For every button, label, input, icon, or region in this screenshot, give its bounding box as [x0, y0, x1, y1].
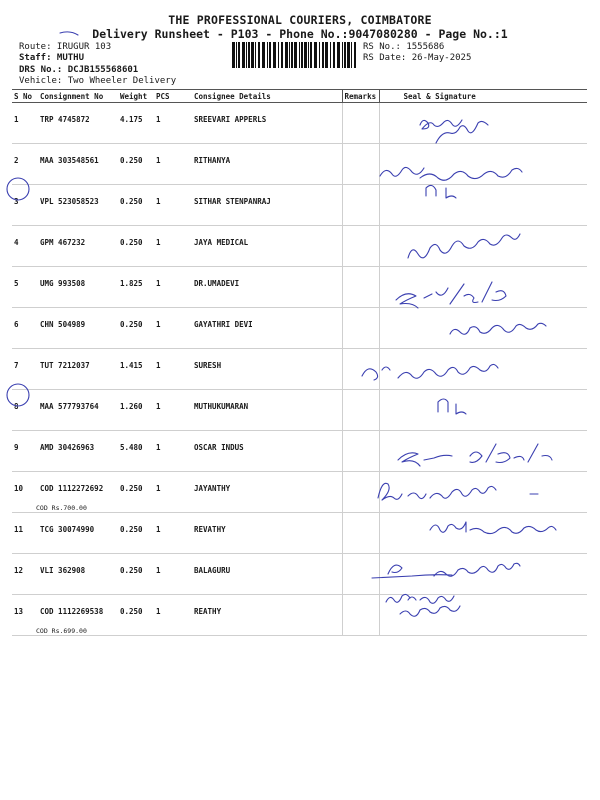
barcode-bar [319, 42, 320, 68]
cell-pcs: 1 [154, 431, 192, 472]
barcode-bar [246, 42, 247, 68]
table-row [12, 185, 587, 226]
barcode-bar [248, 42, 250, 68]
cell-signature [379, 554, 587, 595]
consignment-number: VLI 362908 [40, 566, 86, 575]
barcode-bar [333, 42, 335, 68]
consignment-number: VPL 523058523 [40, 197, 99, 206]
barcode-bar [354, 42, 356, 68]
barcode-bar [242, 42, 245, 68]
barcode-bar [232, 42, 235, 68]
cell-pcs: 1 [154, 226, 192, 267]
barcode [232, 42, 356, 68]
barcode-bar [347, 42, 350, 68]
runsheet-title: Delivery Runsheet - P103 - Phone No.:9047080280 - Page No.:1 [92, 27, 508, 41]
cell-signature [379, 349, 587, 390]
route-label: Route: IRUGUR 103 [19, 42, 112, 52]
cell-remarks [342, 349, 379, 390]
cell-weight: 1.415 [118, 349, 154, 390]
cell-consignee: DR.UMADEVI [192, 267, 342, 308]
cell-consignee: GAYATHRI DEVI [192, 308, 342, 349]
table-row [12, 226, 587, 267]
cell-sno: 9 [12, 431, 38, 472]
cell-weight: 0.250 [118, 144, 154, 185]
cod-amount: COD Rs.699.00 [36, 627, 87, 635]
consignment-number: TRP 4745872 [40, 115, 90, 124]
cell-consignee: JAYANTHY [192, 472, 342, 513]
consignment-number: TCG 30074990 [40, 525, 95, 534]
barcode-bar [267, 42, 268, 68]
cell-pcs: 1 [154, 185, 192, 226]
barcode-bar [278, 42, 279, 68]
barcode-bar [262, 42, 265, 68]
cell-sno: 6 [12, 308, 38, 349]
barcode-bar [269, 42, 271, 68]
cell-remarks [342, 103, 379, 144]
barcode-bar [304, 42, 307, 68]
cell-weight: 0.250 [118, 226, 154, 267]
cell-remarks [342, 144, 379, 185]
cell-consignee: BALAGURU [192, 554, 342, 595]
barcode-bar [351, 42, 352, 68]
cell-sno: 4 [12, 226, 38, 267]
cell-pcs: 1 [154, 595, 192, 636]
barcode-bar [289, 42, 290, 68]
table-row [12, 595, 587, 636]
cell-pcs: 1 [154, 390, 192, 431]
cell-consignment [38, 431, 118, 472]
cell-weight: 0.250 [118, 595, 154, 636]
cell-sno: 1 [12, 103, 38, 144]
cell-weight: 0.250 [118, 472, 154, 513]
cell-consignee: SITHAR STENPANRAJ [192, 185, 342, 226]
barcode-bar [238, 42, 240, 68]
cell-weight: 5.480 [118, 431, 154, 472]
cell-consignee: JAYA MEDICAL [192, 226, 342, 267]
col-sno: S No [12, 90, 38, 103]
runsheet-table [12, 89, 587, 636]
cell-consignee: REVATHY [192, 513, 342, 554]
col-signature: Seal & Signature [379, 90, 587, 103]
barcode-bar [299, 42, 300, 68]
cell-signature [379, 472, 587, 513]
barcode-bar [258, 42, 260, 68]
cell-consignment [38, 390, 118, 431]
table-row [12, 472, 587, 513]
barcode-bar [255, 42, 256, 68]
barcode-bar [251, 42, 254, 68]
rs-number: RS No.: 1555686 [363, 42, 445, 52]
cell-pcs: 1 [154, 349, 192, 390]
cell-sno: 2 [12, 144, 38, 185]
barcode-bar [342, 42, 343, 68]
consignment-number: TUT 7212037 [40, 361, 90, 370]
barcode-bar [273, 42, 276, 68]
barcode-bar [281, 42, 283, 68]
cell-signature [379, 513, 587, 554]
col-pcs: PCS [154, 90, 192, 103]
cell-consignee: REATHY [192, 595, 342, 636]
barcode-bar [344, 42, 346, 68]
cell-pcs: 1 [154, 308, 192, 349]
cell-pcs: 1 [154, 144, 192, 185]
table-row [12, 103, 587, 144]
table-row [12, 390, 587, 431]
cell-pcs: 1 [154, 267, 192, 308]
table-row [12, 308, 587, 349]
cell-pcs: 1 [154, 472, 192, 513]
cell-weight: 1.260 [118, 390, 154, 431]
cod-amount: COD Rs.700.00 [36, 504, 87, 512]
barcode-bar [337, 42, 340, 68]
table-row [12, 144, 587, 185]
table-row [12, 267, 587, 308]
cell-remarks [342, 513, 379, 554]
barcode-bar [310, 42, 312, 68]
cell-consignment [38, 267, 118, 308]
company-title: THE PROFESSIONAL COURIERS, COIMBATORE [168, 13, 432, 27]
barcode-bar [325, 42, 328, 68]
table-row [12, 349, 587, 390]
cell-signature [379, 103, 587, 144]
cell-signature [379, 226, 587, 267]
barcode-bar [285, 42, 288, 68]
col-consignee: Consignee Details [192, 90, 342, 103]
cell-sno: 13 [12, 595, 38, 636]
cell-pcs: 1 [154, 554, 192, 595]
cell-signature [379, 308, 587, 349]
cell-consignee: OSCAR INDUS [192, 431, 342, 472]
cell-consignment [38, 349, 118, 390]
cell-consignment [38, 308, 118, 349]
staff-label: Staff: MUTHU [19, 53, 85, 63]
barcode-bar [308, 42, 309, 68]
cell-sno: 3 [12, 185, 38, 226]
cell-sno: 10 [12, 472, 38, 513]
cell-consignment [38, 554, 118, 595]
cell-consignment [38, 103, 118, 144]
consignment-number: UMG 993508 [40, 279, 86, 288]
cell-signature [379, 267, 587, 308]
barcode-bar [236, 42, 237, 68]
rs-date: RS Date: 26-May-2025 [363, 53, 472, 63]
cell-remarks [342, 267, 379, 308]
cell-pcs: 1 [154, 103, 192, 144]
barcode-bar [291, 42, 293, 68]
cell-sno: 7 [12, 349, 38, 390]
cell-sno: 5 [12, 267, 38, 308]
consignment-number: MAA 303548561 [40, 156, 99, 165]
cell-consignee: MUTHUKUMARAN [192, 390, 342, 431]
barcode-bar [322, 42, 324, 68]
cell-remarks [342, 308, 379, 349]
cell-signature [379, 144, 587, 185]
cell-sno: 12 [12, 554, 38, 595]
cell-remarks [342, 431, 379, 472]
consignment-number: AMD 30426963 [40, 443, 95, 452]
col-remarks: Remarks [342, 90, 379, 103]
consignment-number: COD 1112269538 [40, 607, 104, 616]
cell-consignment [38, 144, 118, 185]
cell-remarks [342, 390, 379, 431]
cell-remarks [342, 595, 379, 636]
consignment-number: GPM 467232 [40, 238, 86, 247]
cell-consignment [38, 513, 118, 554]
drs-number: DRS No.: DCJB155568601 [19, 65, 139, 75]
col-weight: Weight [118, 90, 154, 103]
cell-consignee: SURESH [192, 349, 342, 390]
cell-remarks [342, 472, 379, 513]
cell-weight: 1.825 [118, 267, 154, 308]
cell-signature [379, 595, 587, 636]
cell-sno: 8 [12, 390, 38, 431]
cell-weight: 4.175 [118, 103, 154, 144]
cell-remarks [342, 226, 379, 267]
consignment-number: CHN 504989 [40, 320, 86, 329]
cell-sno: 11 [12, 513, 38, 554]
table-row [12, 513, 587, 554]
cell-weight: 0.250 [118, 513, 154, 554]
cell-remarks [342, 185, 379, 226]
cell-consignment [38, 226, 118, 267]
cell-consignee: SREEVARI APPERLS [192, 103, 342, 144]
vehicle-label: Vehicle: Two Wheeler Delivery [19, 76, 177, 86]
cell-signature [379, 431, 587, 472]
cell-signature [379, 185, 587, 226]
cell-weight: 0.250 [118, 554, 154, 595]
consignment-number: COD 1112272692 [40, 484, 104, 493]
cell-consignee: RITHANYA [192, 144, 342, 185]
cell-signature [379, 390, 587, 431]
cell-remarks [342, 554, 379, 595]
cell-consignment [38, 595, 118, 636]
barcode-bar [330, 42, 331, 68]
cell-weight: 0.250 [118, 185, 154, 226]
cell-consignment [38, 472, 118, 513]
cell-consignment [38, 185, 118, 226]
cell-pcs: 1 [154, 513, 192, 554]
barcode-bar [301, 42, 303, 68]
barcode-bar [294, 42, 297, 68]
barcode-bar [314, 42, 317, 68]
consignment-number: MAA 577793764 [40, 402, 99, 411]
table-row [12, 431, 587, 472]
table-row [12, 554, 587, 595]
col-consignment: Consignment No [38, 90, 118, 103]
table-header-row [12, 90, 587, 103]
cell-weight: 0.250 [118, 308, 154, 349]
